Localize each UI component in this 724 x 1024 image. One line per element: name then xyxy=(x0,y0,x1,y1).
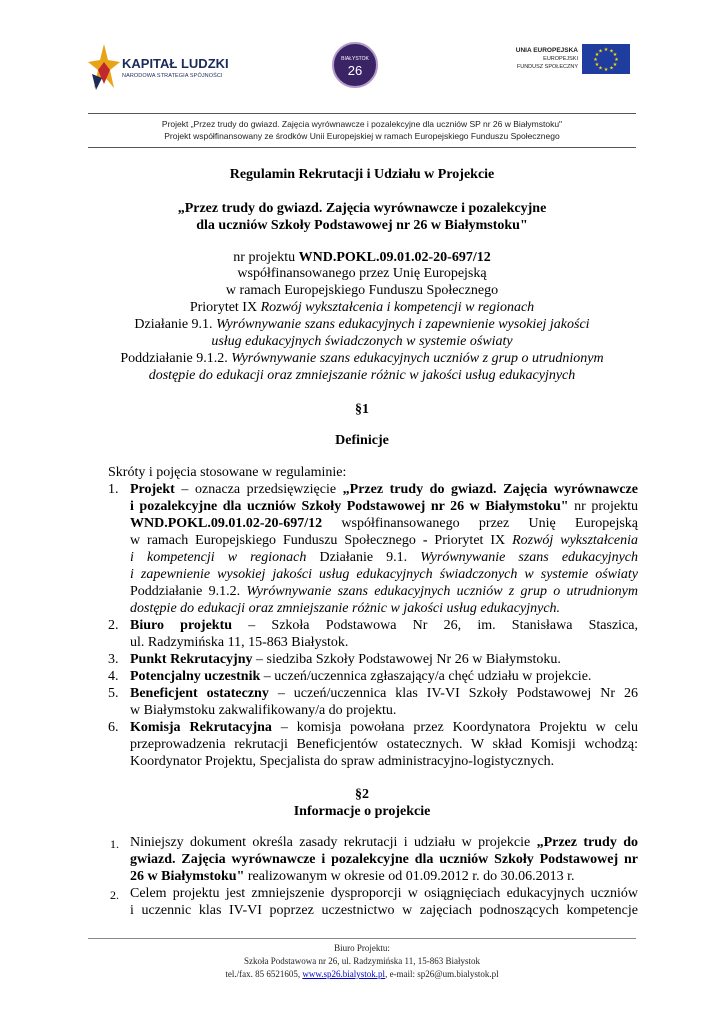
s2-item2-num: 2. xyxy=(110,888,119,902)
section2-heading: Informacje o projekcie xyxy=(293,804,431,819)
svg-text:★: ★ xyxy=(593,57,598,63)
s2-item1-text1: Niniejszy dokument określa zasady rekrutacji i udziału w projekcie xyxy=(130,835,537,850)
s1-item1-bold3: i pozalekcyjne dla uczniów Szkoły Podstawowej nr 26 w Białymstoku" xyxy=(130,499,569,514)
s1-item1-text3: współfinansowanego przez Unię Europejską xyxy=(322,516,638,531)
svg-text:★: ★ xyxy=(612,62,618,68)
s1-item5-num: 5. xyxy=(108,686,119,701)
section1-heading: Definicje xyxy=(335,433,389,448)
project-number xyxy=(0,250,724,266)
s1-item3-text: – siedziba Szkoły Podstawowej Nr 26 w Białymstoku. xyxy=(252,652,561,667)
s1-item6-line2: przeprowadzenia rekrutacji Beneficjentów ostatecznych. W skład Komisji wchodzą: xyxy=(130,737,638,752)
eu-logo-text xyxy=(484,47,578,71)
s1-item1-text1: – oznacza przedsięwzięcie xyxy=(174,482,343,497)
s1-item1-text2: nr projektu xyxy=(568,499,638,514)
submeasure-line1 xyxy=(0,351,724,367)
header-rule-bottom xyxy=(88,147,636,148)
s1-item6-term: Komisja Rekrutacyjna xyxy=(130,720,272,735)
header-rule-top xyxy=(88,113,636,114)
s1-item1-line8 xyxy=(130,601,560,617)
s1-item4-line xyxy=(130,669,591,685)
measure-name-1: Wyrównywanie szans edukacyjnych i zapewnienie wysokiej jakości xyxy=(216,317,590,332)
s2-item1-line2 xyxy=(130,852,638,868)
header-line2: Projekt współfinansowany ze środków Unii Europejskiej w ramach Europejskiego Funduszu Społecznego xyxy=(164,131,560,141)
s1-item1-italic5: Wyrównywanie szans edukacyjnych uczniów z grup o utrudnionym xyxy=(246,584,639,599)
s2-item1-bold2: gwiazd. Zajęcia wyrównawcze i pozalekcyjne dla uczniów Szkoły Podstawowej nr xyxy=(130,852,638,867)
s1-item1-line1 xyxy=(130,482,638,498)
s1-item5-line1 xyxy=(130,686,638,702)
s1-item1-line7 xyxy=(130,584,638,600)
s1-item1-bold2: „Przez trudy do gwiazd. Zajęcia wyrównawcze xyxy=(342,482,638,497)
s2-item1-line3 xyxy=(130,869,574,885)
s1-item6-line1 xyxy=(130,720,638,736)
footer-address: Szkoła Podstawowa nr 26, ul. Radzymińska 11, 15-863 Białystok xyxy=(244,956,480,966)
measure-line2 xyxy=(0,334,724,350)
submeasure-name-1: Wyrównywanie szans edukacyjnych uczniów z grup o utrudnionym xyxy=(231,351,604,366)
project-name-line1: „Przez trudy do gwiazd. Zajęcia wyrównawcze i pozalekcyjne xyxy=(177,201,547,216)
s2-item2-line2: i uczennic klas IV-VI poprzez uczestnictwo w zajęciach podnoszących kompetencje xyxy=(130,903,638,918)
s1-item6-line3: Koordynator Projektu, Specjalista do spraw administracyjno-logistycznych. xyxy=(130,754,555,769)
s1-item4-num: 4. xyxy=(108,669,119,684)
footer-email: , e-mail: sp26@um.bialystok.pl xyxy=(385,969,499,979)
s2-item1-bold3: 26 w Białymstoku" xyxy=(130,869,245,884)
svg-text:★: ★ xyxy=(603,67,609,73)
s1-item1-line5 xyxy=(130,550,638,566)
footer-contact xyxy=(0,969,724,979)
school-seal-logo xyxy=(332,42,378,88)
s1-item4-term: Potencjalny uczestnik xyxy=(130,669,261,684)
project-number-value: WND.POKL.09.01.02-20-697/12 xyxy=(298,250,491,265)
s1-item1-dash: - xyxy=(422,533,428,548)
svg-text:★: ★ xyxy=(609,48,614,55)
s1-item1-italic6: dostępie do edukacji oraz zmniejszanie różnic w jakości usług edukacyjnych. xyxy=(130,601,561,616)
seal-number: 26 xyxy=(347,63,363,78)
s2-item2-line1: Celem projektu jest zmniejszenie dysproporcji w osiągnięciach edukacyjnych uczniów xyxy=(130,886,638,901)
footer-phone: tel./fax. 85 6521605, xyxy=(225,969,303,979)
measure-name-2: usług edukacyjnych świadczonych w systemie oświaty xyxy=(211,334,513,349)
svg-text:★: ★ xyxy=(603,47,609,53)
s1-item1-term: Projekt xyxy=(130,482,175,497)
svg-text:★: ★ xyxy=(598,65,603,72)
priority-label: Priorytet IX xyxy=(189,300,261,315)
project-name-line2: dla uczniów Szkoły Podstawowej nr 26 w Białymstoku" xyxy=(196,218,528,233)
s1-item3-line xyxy=(130,652,561,668)
seal-city: BIAŁYSTOK xyxy=(341,56,369,62)
s2-item1-bold1: „Przez trudy do xyxy=(536,835,638,850)
kapital-ludzki-title: KAPITAŁ LUDZKI xyxy=(122,56,229,71)
s2-item1-line1 xyxy=(130,835,638,851)
eu-line1: UNIA EUROPEJSKA xyxy=(515,47,578,54)
eu-line3: FUNDUSZ SPOŁECZNY xyxy=(516,64,578,70)
s1-item6-num: 6. xyxy=(108,720,119,735)
section1-symbol: §1 xyxy=(355,402,369,417)
s1-item2-line2: ul. Radzymińska 11, 15-863 Białystok. xyxy=(130,635,349,650)
submeasure-label: Poddziałanie 9.1.2. xyxy=(120,351,232,366)
header-line1: Projekt „Przez trudy do gwiazd. Zajęcia wyrównawcze i pozalekcyjne dla uczniów SP nr 26 w Białymstoku" xyxy=(161,119,563,129)
s1-item3-num: 3. xyxy=(108,652,119,667)
submeasure-line2 xyxy=(0,368,724,384)
footer-label: Biuro Projektu: xyxy=(334,943,390,953)
section1-intro: Skróty i pojęcia stosowane w regulaminie: xyxy=(108,465,347,480)
kapital-ludzki-subtitle: NARODOWA STRATEGIA SPÓJNOŚCI xyxy=(122,73,223,79)
s1-item2-term: Biuro projektu xyxy=(130,618,233,633)
s1-item1-line2 xyxy=(130,499,638,515)
document-title: Regulamin Rekrutacji i Udziału w Projekcie xyxy=(229,167,495,182)
measure-line1 xyxy=(0,317,724,333)
s1-item1-italic3: Wyrównywanie szans edukacyjnych xyxy=(420,550,639,565)
kapital-ludzki-logo xyxy=(88,42,238,92)
s1-item2-num: 2. xyxy=(108,618,119,633)
s1-item1-text4: w ramach Europejskiego Funduszu Społecznego xyxy=(130,533,423,548)
s1-item1-num: 1. xyxy=(108,482,119,497)
efs-line: w ramach Europejskiego Funduszu Społecznego xyxy=(225,283,499,298)
eu-flag-icon xyxy=(582,44,630,74)
s1-item1-italic2: i kompetencji w regionach xyxy=(130,550,307,565)
s1-item3-term: Punkt Rekrutacyjny xyxy=(130,652,253,667)
s2-item1-text3: realizowanym w okresie od 01.09.2012 r. do 30.06.2013 r. xyxy=(244,869,575,884)
s1-item2-line1 xyxy=(130,618,638,634)
s1-item1-italic1: Rozwój wykształcenia xyxy=(512,533,638,548)
cofinancing-line: współfinansowanego przez Unię Europejską xyxy=(237,266,487,281)
s1-item1-number: WND.POKL.09.01.02-20-697/12 xyxy=(130,516,323,531)
kapital-ludzki-star-icon xyxy=(88,44,120,90)
project-number-label: nr projektu xyxy=(233,250,299,265)
eu-line2: EUROPEJSKI xyxy=(543,56,578,62)
svg-text:★: ★ xyxy=(594,62,600,68)
s1-item4-text: – uczeń/uczennica zgłaszający/a chęć udziału w projekcie. xyxy=(260,669,592,684)
svg-text:★: ★ xyxy=(609,65,614,72)
s1-item6-text1: – komisja powołana przez Koordynatora Projektu w celu xyxy=(271,720,638,735)
s1-item1-text6: Działanie 9.1. xyxy=(306,550,421,565)
s1-item1-line4 xyxy=(130,533,638,549)
footer-rule xyxy=(88,938,636,939)
svg-text:★: ★ xyxy=(594,52,600,58)
svg-text:★: ★ xyxy=(612,52,618,58)
s1-item5-term: Beneficjent ostateczny xyxy=(130,686,269,701)
measure-label: Działanie 9.1. xyxy=(134,317,217,332)
submeasure-name-2: dostępie do edukacji oraz zmniejszanie różnic w jakości usług edukacyjnych xyxy=(148,368,576,383)
s2-item1-num: 1. xyxy=(110,837,119,851)
s1-item1-text5: Priorytet IX xyxy=(427,533,513,548)
s1-item1-line6 xyxy=(130,567,638,583)
footer-website-link[interactable]: www.sp26.bialystok.pl xyxy=(302,969,386,979)
s1-item5-line2: w Białymstoku zakwalifikowany/a do projektu. xyxy=(130,703,397,718)
section2-symbol: §2 xyxy=(355,787,369,802)
s1-item2-text1: – Szkoła Podstawowa Nr 26, im. Stanisława Staszica, xyxy=(232,618,638,633)
priority-line xyxy=(0,300,724,316)
svg-text:★: ★ xyxy=(614,57,619,63)
s1-item5-text1: – uczeń/uczennica klas IV-VI Szkoły Podstawowej Nr 26 xyxy=(268,686,638,701)
s1-item1-text7: Poddziałanie 9.1.2. xyxy=(130,584,247,599)
svg-text:★: ★ xyxy=(598,48,603,55)
s1-item1-italic4: i zapewnienie wysokiej jakości usług edukacyjnych świadczonych w systemie oświaty xyxy=(130,567,638,582)
priority-name: Rozwój wykształcenia i kompetencji w regionach xyxy=(260,300,535,315)
s1-item1-line3 xyxy=(130,516,638,532)
